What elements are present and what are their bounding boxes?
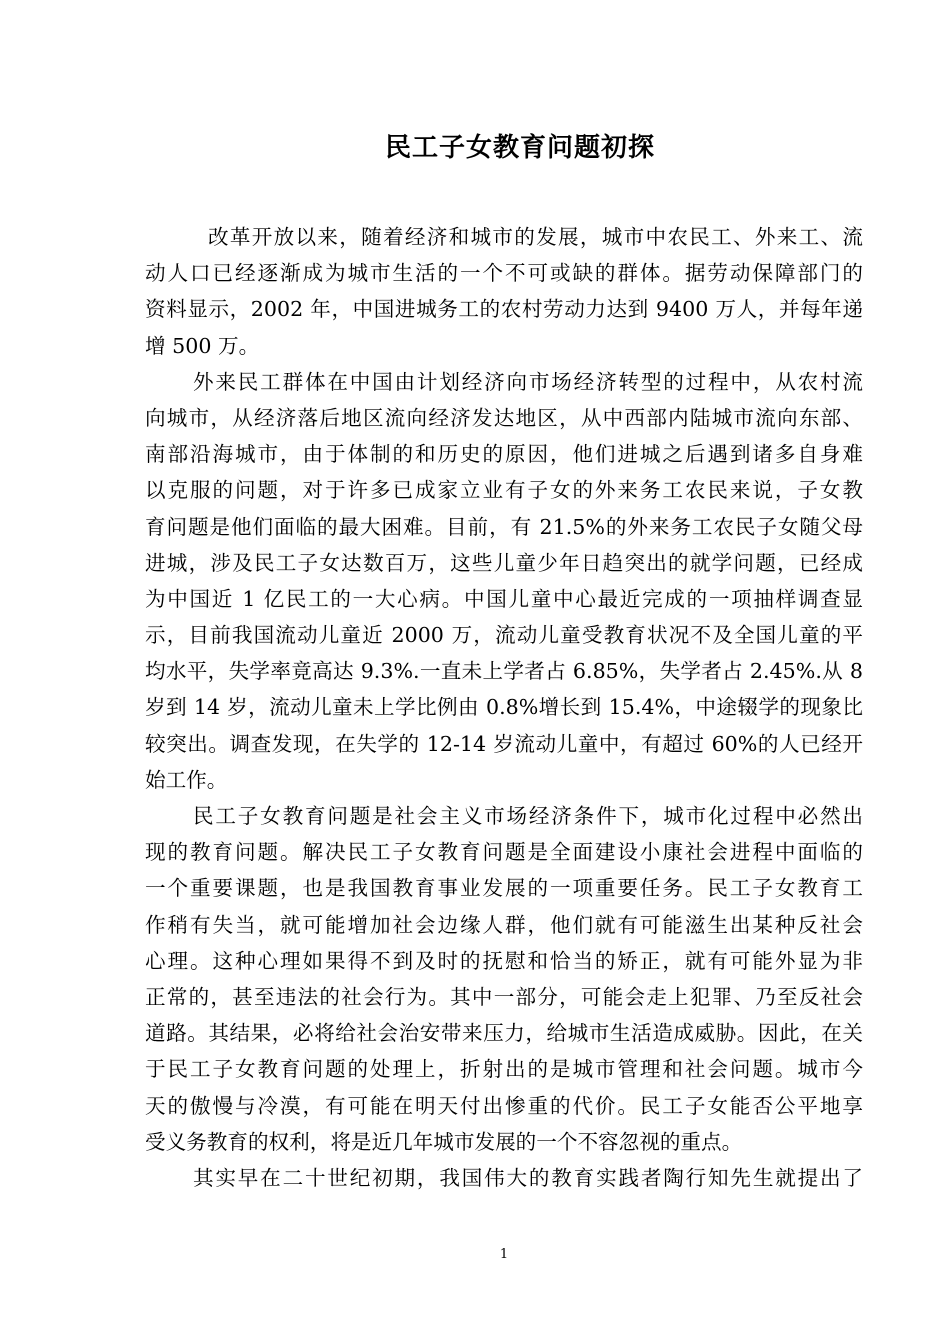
paragraph-3-line-9: 天的傲慢与冷漠，有可能在明天付出惨重的代价。民工子女能否公平地享 <box>145 1093 863 1118</box>
paragraph-2-line-8: 示，目前我国流动儿童近 2000 万，流动儿童受教育状况不及全国儿童的平 <box>145 623 863 648</box>
paragraph-3-line-3: 一个重要课题，也是我国教育事业发展的一项重要任务。民工子女教育工 <box>145 876 863 901</box>
paragraph-1-line-1: 改革开放以来，随着经济和城市的发展，城市中农民工、外来工、流 <box>208 225 863 249</box>
paragraph-1-line-4: 增 500 万。 <box>145 333 260 358</box>
paragraph-2-line-4: 以克服的问题，对于许多已成家立业有子女的外来务工农民来说，子女教 <box>145 478 863 503</box>
paragraph-3-line-6: 正常的，甚至违法的社会行为。其中一部分，可能会走上犯罪、乃至反社会 <box>145 984 863 1009</box>
paragraph-2-line-11: 较突出。调查发现，在失学的 12-14 岁流动儿童中，有超过 60%的人已经开 <box>145 731 863 756</box>
paragraph-2-line-5: 育问题是他们面临的最大困难。目前，有 21.5%的外来务工农民子女随父母 <box>145 514 863 539</box>
paragraph-1-line-3: 资料显示，2002 年，中国进城务工的农村劳动力达到 9400 万人，并每年递 <box>145 297 863 322</box>
paragraph-2-line-3: 南部沿海城市，由于体制的和历史的原因，他们进城之后遇到诸多自身难 <box>145 442 863 467</box>
paragraph-1-line-2: 动人口已经逐渐成为城市生活的一个不可或缺的群体。据劳动保障部门的 <box>145 261 863 286</box>
document-title: 民工子女教育问题初探 <box>384 133 655 163</box>
paragraph-3-line-10: 受义务教育的权利，将是近几年城市发展的一个不容忽视的重点。 <box>145 1129 743 1154</box>
paragraph-4-line-1: 其实早在二十世纪初期，我国伟大的教育实践者陶行知先生就提出了 <box>193 1165 863 1190</box>
paragraph-2-line-9: 均水平，失学率竟高达 9.3%.一直未上学者占 6.85%，失学者占 2.45%.从 8 <box>145 659 863 684</box>
paragraph-2-line-1: 外来民工群体在中国由计划经济向市场经济转型的过程中，从农村流 <box>193 369 863 394</box>
paragraph-2-line-12: 始工作。 <box>145 767 228 792</box>
paragraph-3-line-5: 心理。这种心理如果得不到及时的抚慰和恰当的矫正，就有可能外显为非 <box>145 948 863 973</box>
paragraph-3-line-7: 道路。其结果，必将给社会治安带来压力，给城市生活造成威胁。因此，在关 <box>145 1021 863 1046</box>
page-number: 1 <box>499 1247 509 1262</box>
paragraph-2-line-7: 为中国近 1 亿民工的一大心病。中国儿童中心最近完成的一项抽样调查显 <box>145 586 863 611</box>
paragraph-2-line-2: 向城市，从经济落后地区流向经济发达地区，从中西部内陆城市流向东部、 <box>145 405 863 430</box>
paragraph-3-line-4: 作稍有失当，就可能增加社会边缘人群，他们就有可能滋生出某种反社会 <box>145 912 863 937</box>
paragraph-3-line-2: 现的教育问题。解决民工子女教育问题是全面建设小康社会进程中面临的 <box>145 840 863 865</box>
document-body <box>145 219 863 1196</box>
paragraph-2-line-10: 岁到 14 岁，流动儿童未上学比例由 0.8%增长到 15.4%，中途辍学的现象比 <box>145 695 863 720</box>
paragraph-2-line-6: 进城，涉及民工子女达数百万，这些儿童少年日趋突出的就学问题，已经成 <box>145 550 863 575</box>
paragraph-3-line-8: 于民工子女教育问题的处理上，折射出的是城市管理和社会问题。城市今 <box>145 1057 863 1082</box>
paragraph-3-line-1: 民工子女教育问题是社会主义市场经济条件下，城市化过程中必然出 <box>193 804 863 828</box>
